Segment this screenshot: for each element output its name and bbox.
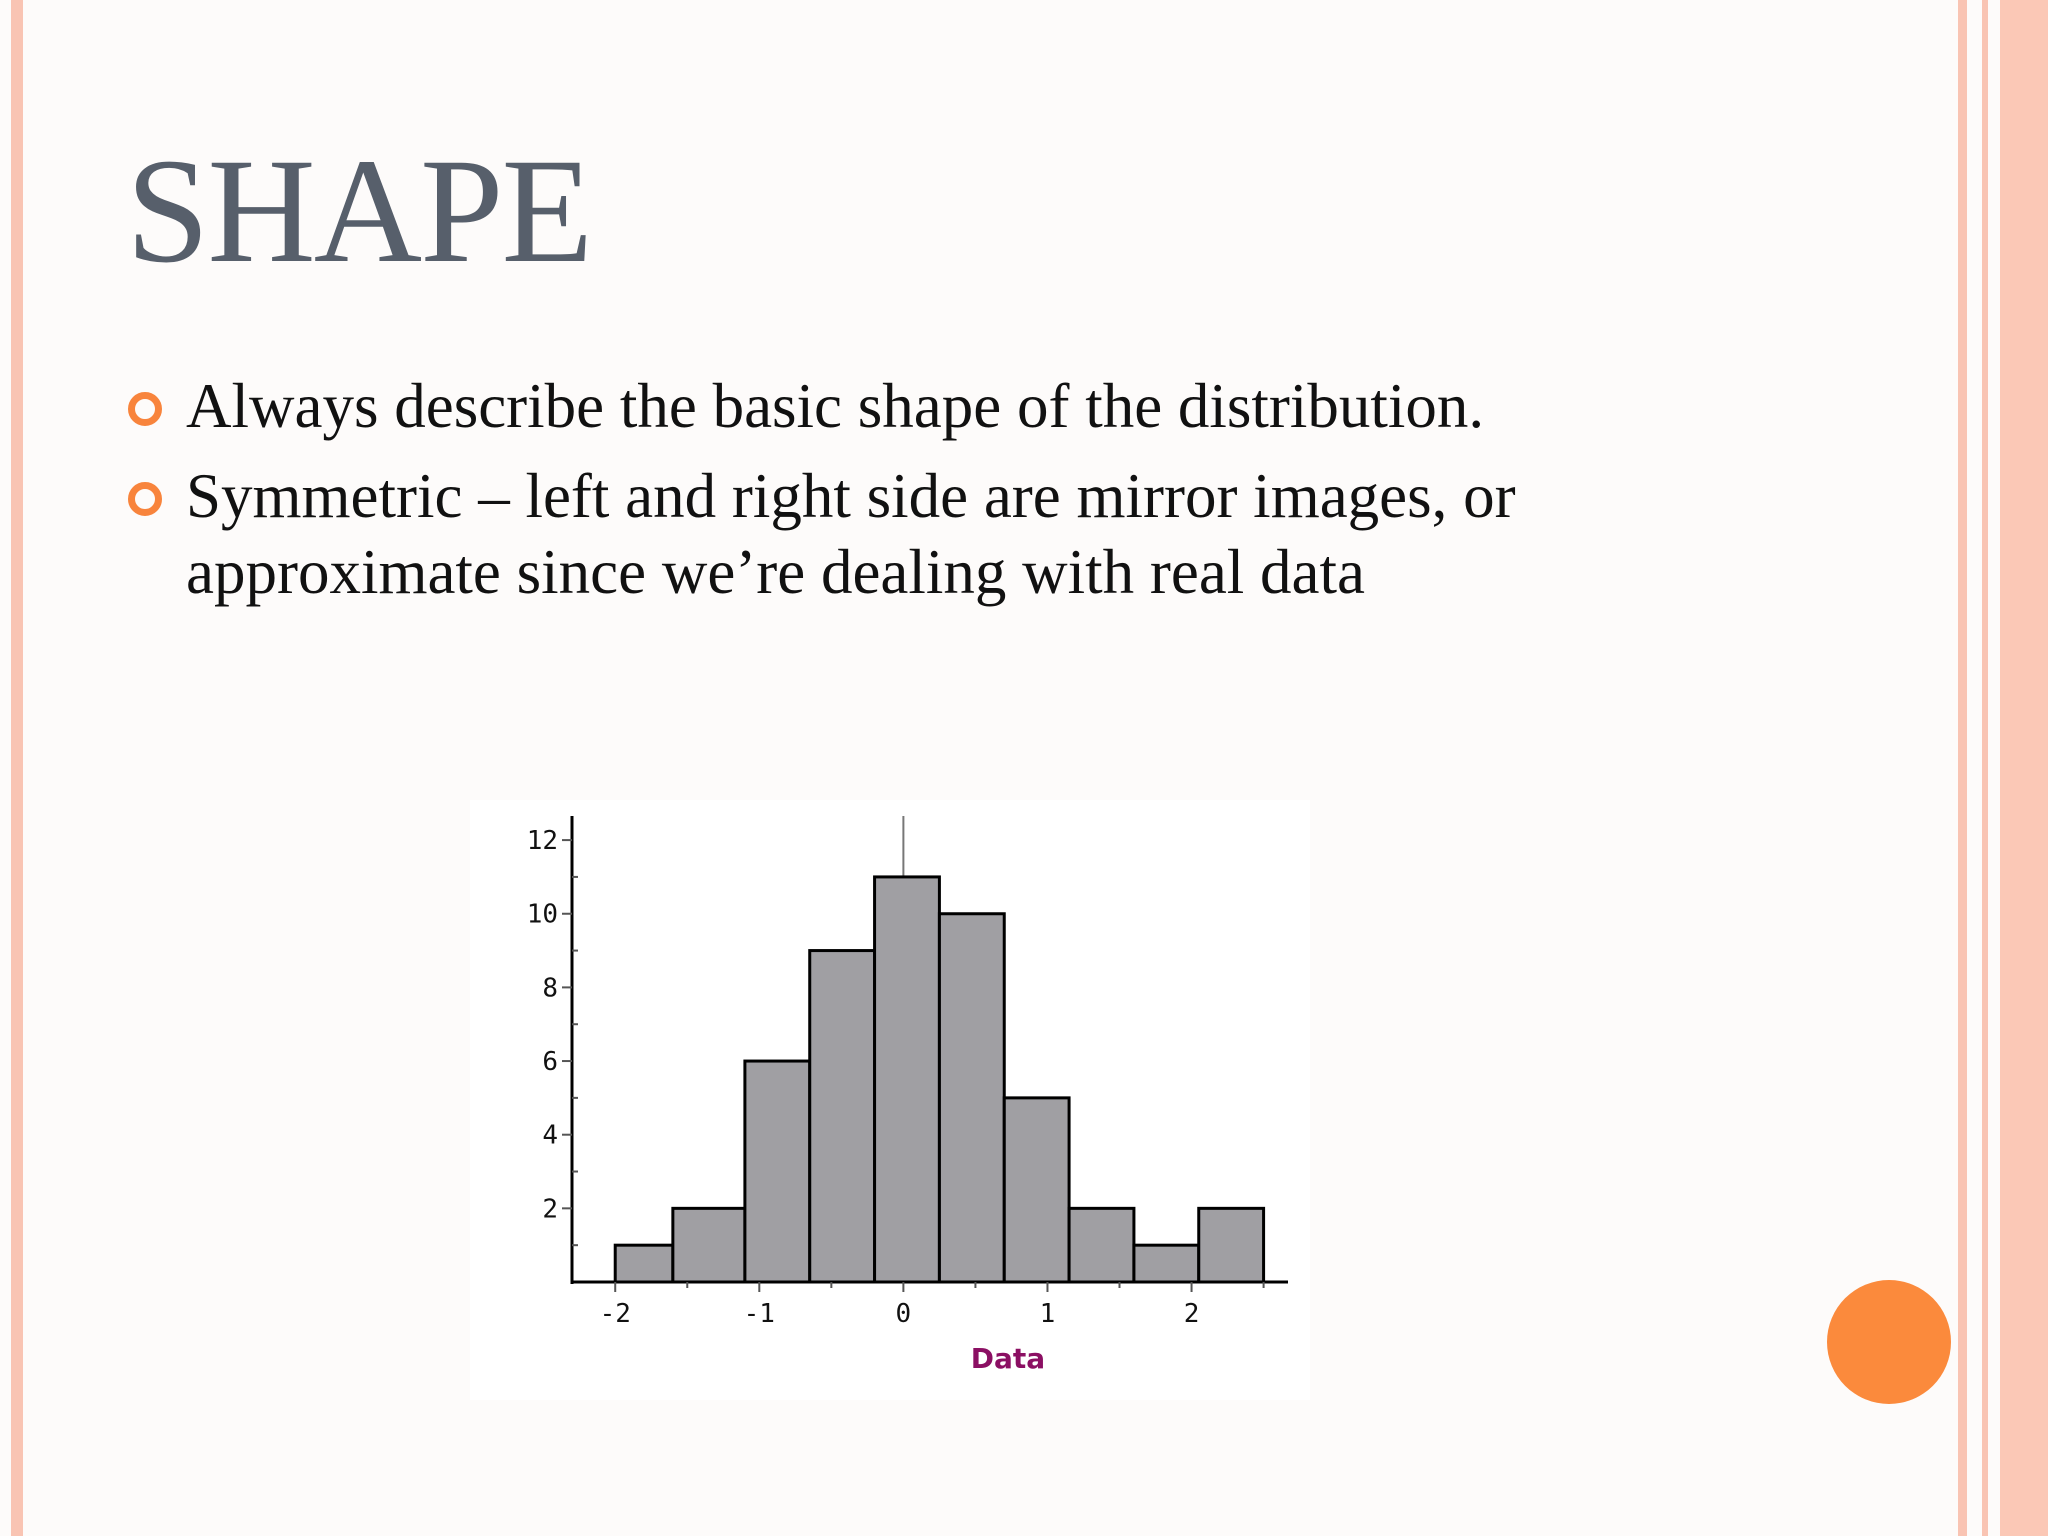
histogram-bar-7 bbox=[1069, 1208, 1134, 1282]
histogram-bar-6 bbox=[1004, 1098, 1069, 1282]
y-tick-label: 10 bbox=[526, 899, 558, 930]
histogram-bar-8 bbox=[1134, 1245, 1199, 1282]
left-border-stripe bbox=[11, 0, 23, 1536]
x-tick-label: 2 bbox=[1183, 1299, 1200, 1329]
histogram-bar-1 bbox=[673, 1208, 745, 1282]
bullet-text: Symmetric – left and right side are mirror images, or approximate since we’re dealing with real data bbox=[186, 461, 1516, 607]
bullet-circle-icon bbox=[128, 392, 162, 426]
y-tick-label: 2 bbox=[542, 1194, 558, 1225]
right-border-band bbox=[2000, 0, 2048, 1536]
y-tick-label: 12 bbox=[526, 826, 558, 857]
histogram-bar-0 bbox=[615, 1245, 673, 1282]
bullet-item bbox=[126, 368, 1686, 444]
bullet-text: Always describe the basic shape of the distribution. bbox=[186, 371, 1485, 441]
x-tick-label: 0 bbox=[895, 1299, 912, 1329]
right-border-stripe bbox=[1982, 0, 1988, 1536]
bullet-circle-icon bbox=[128, 482, 162, 516]
histogram-bar-9 bbox=[1199, 1208, 1264, 1282]
x-tick-label: -2 bbox=[599, 1299, 631, 1329]
right-border-stripe bbox=[1958, 0, 1967, 1536]
y-tick-label: 4 bbox=[542, 1120, 558, 1151]
histogram-bar-2 bbox=[745, 1061, 810, 1282]
decorative-orange-circle bbox=[1827, 1280, 1951, 1404]
y-tick-label: 8 bbox=[542, 973, 558, 1004]
histogram-bar-4 bbox=[875, 877, 940, 1282]
histogram-svg bbox=[470, 800, 1310, 1400]
histogram-bar-5 bbox=[939, 914, 1004, 1282]
x-axis-label: Data bbox=[970, 1342, 1046, 1375]
histogram-bar-3 bbox=[810, 951, 875, 1282]
y-tick-label: 6 bbox=[542, 1047, 558, 1078]
bullet-list bbox=[126, 368, 1686, 624]
x-tick-label: 1 bbox=[1039, 1299, 1056, 1329]
slide-title: SHAPE bbox=[126, 128, 592, 294]
histogram-chart bbox=[470, 800, 1310, 1400]
bullet-item bbox=[126, 458, 1686, 610]
bars-layer bbox=[615, 816, 1263, 1282]
x-tick-label: -1 bbox=[743, 1299, 775, 1329]
